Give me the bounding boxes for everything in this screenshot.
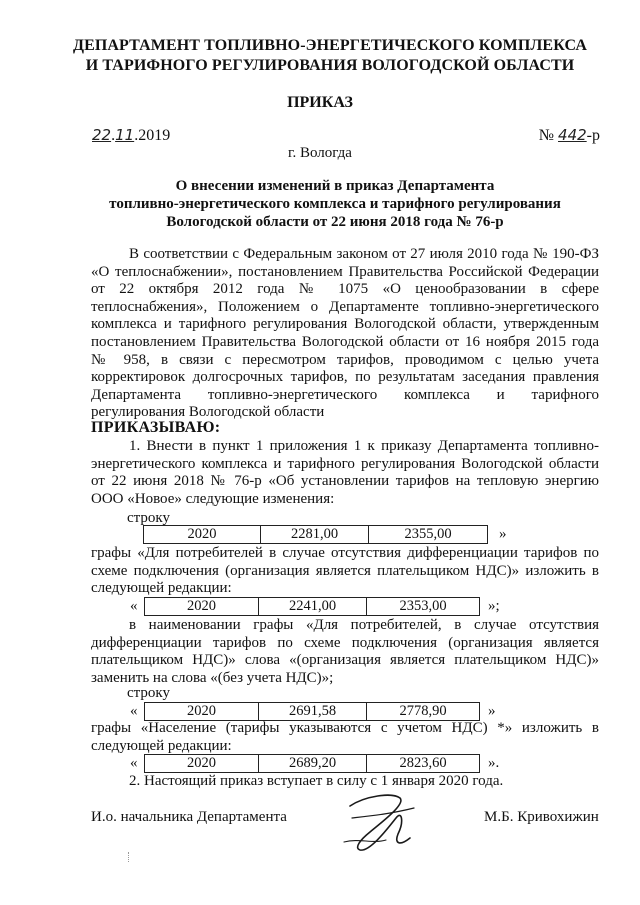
row3-close-quote: » [488,703,496,719]
prikazyvayu-heading: ПРИКАЗЫВАЮ: [91,419,221,436]
tariff-row-4 [130,754,510,773]
row1-value-2: 2355,00 [368,525,488,544]
order-subject [80,177,590,231]
order-date: 22.11.2019 [92,126,171,144]
number-suffix: -р [586,127,600,144]
tariff-row-1 [127,525,507,544]
row2-open-quote: « [130,598,138,614]
row4-year: 2020 [144,754,258,773]
row2-value-1: 2241,00 [258,597,366,616]
naimenovanie-paragraph: в наименовании графы «Для потребителей, в случае отсутствия дифференциации тарифов по схеме подключения (организация является плательщиком НДС)» слова «(организация является плательщиком НДС)» заменить на слова «(без учета НДС)»; [91,617,599,686]
scan-mark [128,852,132,862]
tariff-row-2 [130,597,510,616]
department-line-1: ДЕПАРТАМЕНТ ТОПЛИВНО-ЭНЕРГЕТИЧЕСКОГО КОМПЛЕКСА [72,37,588,54]
row4-value-1: 2689,20 [258,754,366,773]
item-2-paragraph: 2. Настоящий приказ вступает в силу с 1 января 2020 года. [129,773,504,789]
row2-value-2: 2353,00 [366,597,480,616]
tariff-row-3 [130,702,510,721]
row3-open-quote: « [130,703,138,719]
city: г. Вологда [288,145,352,161]
date-year: .2019 [134,127,171,144]
order-number [539,126,600,145]
row4-close-quote: ». [488,755,500,771]
row1-value-1: 2281,00 [260,525,368,544]
subject-line-2: топливно-энергетического комплекса и тарифного регулирования [109,196,561,212]
department-header [60,36,600,76]
label-stroku-2: строку [127,685,170,701]
number-value: 442 [558,126,587,144]
date-month: 11 [115,126,135,144]
signatory-name: М.Б. Кривохижин [484,809,599,825]
date-day: 22 [92,126,112,144]
row3-year: 2020 [144,702,258,721]
row3-value-2: 2778,90 [366,702,480,721]
graphs-paragraph-1: графы «Для потребителей в случае отсутствия дифференциации тарифов по схеме подключения (организация является плательщиком НДС)» изложить в следующей редакции: [91,545,599,597]
label-stroku-1: строку [127,510,170,526]
row1-year: 2020 [143,525,260,544]
subject-line-3: Вологодской области от 22 июня 2018 года № 76-р [166,214,504,230]
order-title: ПРИКАЗ [287,94,353,111]
row4-value-2: 2823,60 [366,754,480,773]
subject-line-1: О внесении изменений в приказ Департамента [175,178,495,194]
graphs-paragraph-2: графы «Население (тарифы указываются с учетом НДС) *» изложить в следующей редакции: [91,720,599,754]
item-1-paragraph: 1. Внести в пункт 1 приложения 1 к приказу Департамента топливно-энергетического комплекса и тарифного регулирования Вологодской области от 22 июня 2018 № 76-р «Об установлении тарифов на тепловую энергию ООО «Новое» следующие изменения: [91,438,599,507]
signatory-position: И.о. начальника Департамента [91,809,287,825]
department-line-2: И ТАРИФНОГО РЕГУЛИРОВАНИЯ ВОЛОГОДСКОЙ ОБЛАСТИ [85,57,575,74]
row4-open-quote: « [130,755,138,771]
row2-year: 2020 [144,597,258,616]
row2-close-quote: »; [488,598,500,614]
handwritten-signature-icon [330,788,440,858]
number-sign: № [538,127,555,144]
preamble-paragraph: В соответствии с Федеральным законом от 27 июля 2010 года № 190-ФЗ «О теплоснабжении», постановлением Правительства Российской Федерации от 22 октября 2012 года № 1075 «О ценообразовании в сфере теплоснабжения», Положением о Департаменте топливно-энергетического комплекса и тарифного регулирования Вологодской области, утвержденным постановлением Правительства Вологодской области от 16 ноября 2015 года № 958, в связи с пересмотром тарифов, проводимом с целью учета корректировок долгосрочных тарифов, по результатам заседания правления Департамента топливно-энергетического комплекса и тарифного регулирования Вологодской области [91,246,599,421]
row3-value-1: 2691,58 [258,702,366,721]
row1-close-quote: » [499,526,507,542]
